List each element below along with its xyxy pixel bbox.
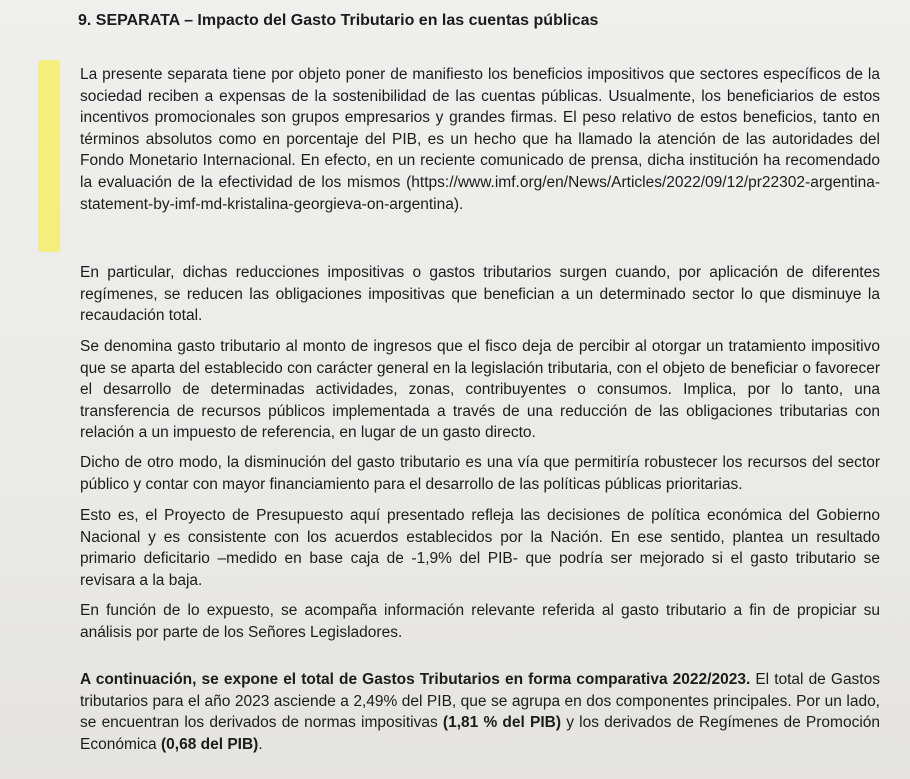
comparison-text-a: El total de Gastos tributarios para el año 2023 asciende a 2,49% del PIB, que se agrupa en dos componentes principales. Por un lado, se encuentran los derivados de normas impositivas <box>80 671 880 732</box>
paragraph-other-words: Dicho de otro modo, la disminución del gasto tributario es una vía que permitiría robustecer los recursos del sector público y contar con mayor financiamiento para el desarrollo de las políticas públicas prioritarias. <box>80 454 880 493</box>
promotion-regimes-share: (0,68 del PIB) <box>160 735 259 753</box>
paragraph-budget-project: Esto es, el Proyecto de Presupuesto aquí presentado refleja las decisiones de política económica del Gobierno Nacional y es consistente con los acuerdos establecidos por la Nación. En ese sentido, plantea un resultado primario deficitario –medido en base caja de -1,9% del PIB- que podría ser mejorado si el gasto tributario se revisara a la baja. <box>80 507 880 589</box>
highlighter-mark <box>38 60 60 252</box>
comparison-text-b: y los derivados de Regímenes de Promoción Económica <box>80 714 881 753</box>
paragraph-purpose: La presente separata tiene por objeto poner de manifiesto los beneficios impositivos que sectores específicos de la sociedad reciben a expensas de la sostenibilidad de las cuentas públicas. Usualmente, los beneficiarios de estos incentivos promocionales son grupos empresarios y grandes firmas. El peso relativo de estos beneficios, tanto en términos absolutos como en porcentaje del PIB, es un hecho que ha llamado la atención de las autoridades del Fondo Monetario Internacional. En efecto, en un reciente comunicado de prensa, dicha institución ha recomendado la evaluación de la efectividad de los mismos (https://www.imf.org/en/News/Articles/2022/09/12/pr22302-argentina-statement-by-imf-md-kristalina-georgieva-on-argentina). <box>80 66 880 213</box>
tax-norms-share: (1,81 % del PIB) <box>442 714 562 732</box>
comparison-lead: A continuación, se expone el total de Gastos Tributarios en forma comparativa 2022/2023. <box>80 671 751 688</box>
paragraph-definition: Se denomina gasto tributario al monto de ingresos que el fisco deja de percibir al otorgar un tratamiento impositivo que se aparta del establecido con carácter general en la legislación tributaria, con el objeto de beneficiar o favorecer el desarrollo de determinadas actividades, zonas, contribuyentes o consumos. Implica, por lo tanto, una transferencia de recursos públicos implementada a través de una reducción de las obligaciones tributarias con relación a un impuesto de referencia, en lugar de un gasto directo. <box>80 338 880 442</box>
section-title: 9. SEPARATA – Impacto del Gasto Tributario en las cuentas públicas <box>78 12 599 29</box>
comparison-text-c: . <box>258 735 263 753</box>
paragraph-particular: En particular, dichas reducciones impositivas o gastos tributarios surgen cuando, por aplicación de diferentes regímenes, se reducen las obligaciones impositivas que benefician a un determinado sector lo que disminuye la recaudación total. <box>80 264 880 325</box>
paragraph-comparison <box>80 669 880 755</box>
paragraph-legislators: En función de lo expuesto, se acompaña información relevante referida al gasto tributario a fin de propiciar su análisis por parte de los Señores Legisladores. <box>80 602 880 641</box>
